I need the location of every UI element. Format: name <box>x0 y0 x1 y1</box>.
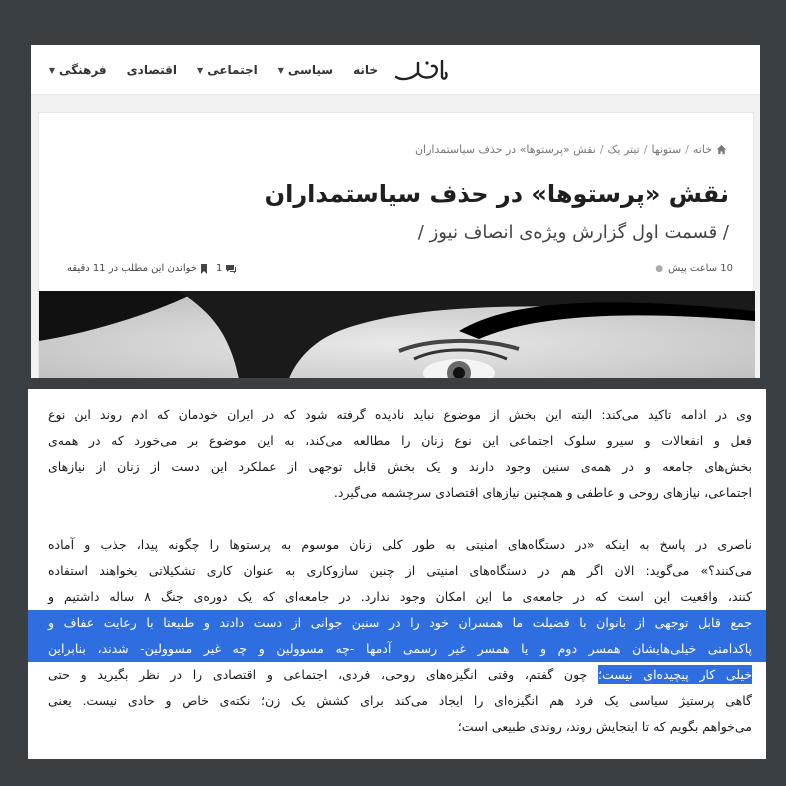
read-time: خواندن این مطلب در 11 دقیقه <box>67 263 197 274</box>
comments-count-group[interactable] <box>216 263 237 274</box>
nav-item-home[interactable] <box>343 63 388 77</box>
text-line: فعل و انفعالات و سیرو سلوک اجتماعی این نوع زنان را مطالعه می‌کند، به این موضوع بر می‌خورد که در همه‌ی <box>48 433 752 448</box>
navbar <box>31 45 760 95</box>
hero-photo <box>39 291 755 378</box>
breadcrumb-separator: / <box>643 143 648 156</box>
article-body <box>48 402 752 740</box>
breadcrumb <box>415 143 727 156</box>
paragraph-2 <box>48 532 752 740</box>
bottom-screenshot <box>28 389 766 759</box>
caret-down-icon: ▼ <box>197 65 204 75</box>
text-line: کنند، واقعیت این است که در جامعه‌ی ما این امکان وجود ندارد. در جامعه‌ای که یک دوره‌ی جنگ ۸ ساله داشتیم و <box>48 589 753 604</box>
paragraph-gap <box>48 506 752 532</box>
article-title: نقش «پرستوها» در حذف سیاستمداران <box>264 180 729 208</box>
nav-item-label: فرهنگی <box>59 63 107 77</box>
bookmark-icon <box>200 264 208 274</box>
time-ago: 10 ساعت پیش <box>668 263 733 274</box>
text-line: اجتماعی، نیازهای روحی و عاطفی و همچنین نیازهای اقتصادی سرچشمه می‌گیرد. <box>333 485 752 500</box>
text-line: وی در ادامه تاکید می‌کند: البته این بخش از موضوع نباید نادیده گرفته شود که در ایران خودمان که ادم روند این نوع <box>48 407 752 422</box>
breadcrumb-separator: / <box>599 143 604 156</box>
text-line: بخش‌های جامعه و در همه‌ی سنین وجود دارند و یک بخش قابل توجهی از عملکرد این دست از زنان از نیازهای <box>48 459 752 474</box>
article-time <box>655 263 733 274</box>
article-subtitle: / قسمت اول گزارش ویژه‌ی انصاف نیوز / <box>417 222 729 243</box>
article-hero-image <box>39 291 755 378</box>
nav-item-label: سیاسی <box>287 63 334 77</box>
comments-count: 1 <box>215 263 223 274</box>
nav-item-politics[interactable] <box>268 63 343 77</box>
site-logo[interactable] <box>392 55 450 85</box>
nav-item-label: خانه <box>353 63 378 77</box>
nav-menu <box>39 45 388 95</box>
nav-item-economy[interactable] <box>117 63 187 77</box>
nav-item-label: اجتماعی <box>207 63 258 77</box>
nav-item-label: اقتصادی <box>126 63 178 77</box>
text-line-mixed <box>48 662 752 688</box>
article-header-card <box>38 112 754 378</box>
text-line: می‌کنند؟» می‌گوید: الان اگر هم در دستگاه‌های امنیتی از چنین سازوکاری به عنوان کاری تشکیلاتی بخواهند استفاده <box>48 563 752 578</box>
text-fragment: چون گفتم، وقتی انگیزه‌های روحی، فردی، اجتماعی و اقتصادی را در نظر بگیرید و حتی <box>48 667 598 682</box>
selected-text-fragment[interactable]: خیلی کار پیچیده‌ای نیست؛ <box>597 667 752 682</box>
breadcrumb-item-columns[interactable]: ستونها <box>651 143 682 156</box>
caret-down-icon: ▼ <box>277 65 284 75</box>
top-screenshot <box>31 45 760 378</box>
breadcrumb-item-headline[interactable]: تیتر یک <box>607 143 640 156</box>
paragraph-1 <box>48 402 752 506</box>
text-line: گاهی پرستیژ سیاسی یک فرد هم انگیزه‌ای را ایجاد می‌کند برای کشش یک زن؛ نکته‌ی خاص و حادی نیست. یعنی <box>48 693 752 708</box>
comments-icon <box>225 264 237 274</box>
read-time-group <box>67 263 208 274</box>
breadcrumb-item-current: نقش «پرستوها» در حذف سیاستمداران <box>414 143 596 156</box>
dot-separator-icon: ● <box>655 263 664 274</box>
logo-icon <box>392 55 450 85</box>
breadcrumb-item-home[interactable]: خانه <box>692 143 712 156</box>
nav-item-culture[interactable] <box>39 63 117 77</box>
caret-down-icon: ▼ <box>48 65 55 75</box>
nav-item-social[interactable] <box>187 63 268 77</box>
selected-text-line[interactable]: پاکدامنی خیلی‌هایشان همسر دوم و یا همسر غیر رسمی آدمها -چه مسوولین و چه غیر مسوولین- شدند، بنابراین <box>28 636 766 662</box>
text-line: ناصری در پاسخ به اینکه «در دستگاه‌های امنیتی به طور کلی زنان موسوم به پرستوها را چگونه پیدا، جذب و آماده <box>48 537 752 552</box>
breadcrumb-separator: / <box>685 143 689 156</box>
article-meta <box>67 263 237 274</box>
home-icon <box>716 144 727 155</box>
text-line: می‌خواهم بگویم که تا اینجایش روند، روندی طبیعی است؛ <box>457 719 752 734</box>
selected-text-line[interactable]: جمع قابل توجهی از بانوان با فضیلت ما همسران خود را در سنین جوانی از دست دادند و طبیعتا با رعایت عفاف و <box>28 610 766 636</box>
